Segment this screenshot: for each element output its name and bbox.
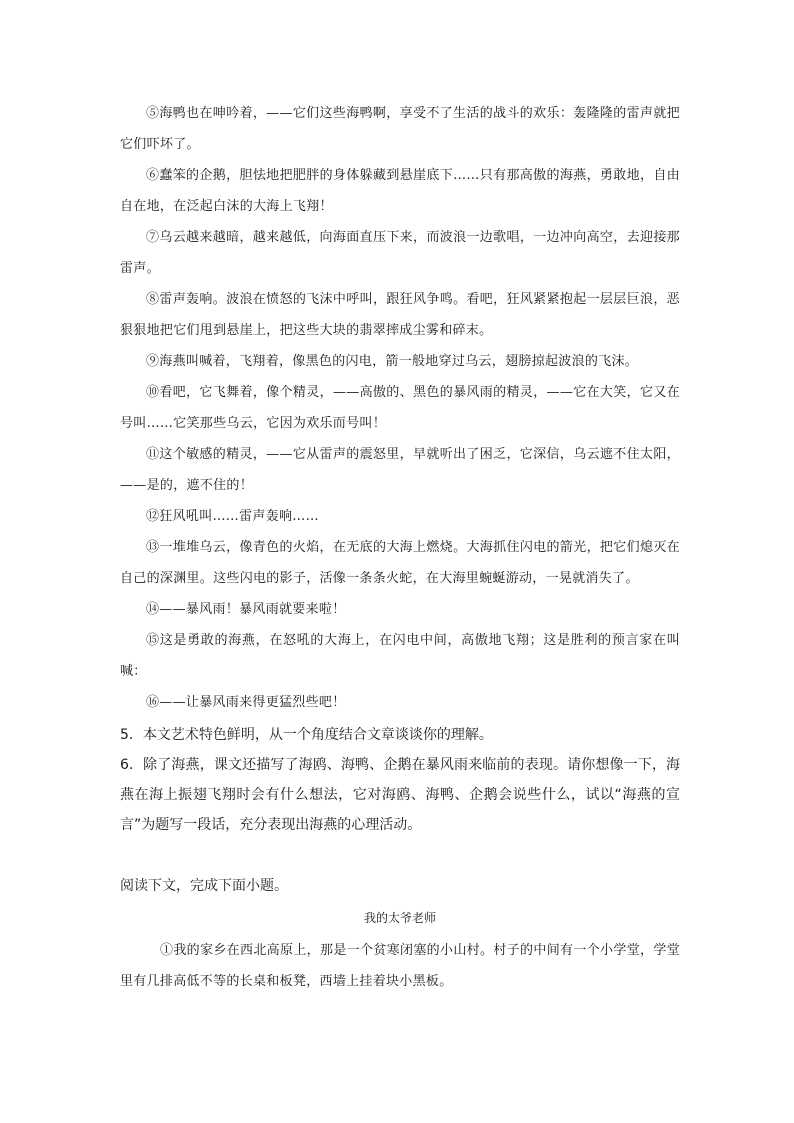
reading-paragraph-1: ①我的家乡在西北高原上，那是一个贫寒闭塞的小山村。村子的中间有一个小学堂，学堂里有几排高低不等的长桌和板凳，西墙上挂着块小黑板。	[120, 943, 680, 989]
question-6: 6．除了海燕，课文还描写了海鸥、海鸭、企鹅在暴风雨来临前的表现。请你想像一下，海燕在海上振翅飞翔时会有什么想法，它对海鸥、海鸭、企鹅会说些什么，试以“海燕的宣言”为题写一段话，充分表现出海燕的心理活动。	[120, 757, 680, 833]
paragraph-13: ⑬一堆堆乌云，像青色的火焰，在无底的大海上燃烧。大海抓住闪电的箭光，把它们熄灭在自己的深渊里。这些闪电的影子，活像一条条火蛇，在大海里蜿蜒游动，一晃就消失了。	[120, 540, 680, 586]
paragraph-8: ⑧雷声轰响。波浪在愤怒的飞沫中呼叫，跟狂风争鸣。看吧，狂风紧紧抱起一层层巨浪，恶狠狠地把它们甩到悬崖上，把这些大块的翡翠摔成尘雾和碎末。	[120, 292, 680, 338]
paragraph-16: ⑯——让暴风雨来得更猛烈些吧！	[146, 695, 346, 710]
reading-instruction: 阅读下文，完成下面小题。	[120, 878, 288, 894]
paragraph-12: ⑫狂风吼叫……雷声轰响……	[146, 509, 319, 524]
paragraph-6: ⑥蠢笨的企鹅，胆怯地把肥胖的身体躲藏到悬崖底下……只有那高傲的海燕，勇敢地，自由自在地，在泛起白沫的大海上飞翔！	[120, 168, 680, 214]
paragraph-15: ⑮这是勇敢的海燕，在怒吼的大海上，在闪电中间，高傲地飞翔；这是胜利的预言家在叫喊：	[120, 633, 680, 679]
paragraph-9: ⑨海燕叫喊着，飞翔着，像黑色的闪电，箭一般地穿过乌云，翅膀掠起波浪的飞沫。	[146, 354, 639, 369]
paragraph-14: ⑭——暴风雨！暴风雨就要来啦！	[146, 602, 346, 617]
question-5: 5．本文艺术特色鲜明，从一个角度结合文章谈谈你的理解。	[120, 727, 493, 743]
document-content	[120, 98, 680, 997]
reading-title: 我的太爷老师	[363, 911, 436, 925]
paragraph-7: ⑦乌云越来越暗，越来越低，向海面直压下来，而波浪一边歌唱，一边冲向高空，去迎接那雷声。	[120, 230, 680, 276]
paragraph-10: ⑩看吧，它飞舞着，像个精灵，——高傲的、黑色的暴风雨的精灵，——它在大笑，它又在号叫……它笑那些乌云，它因为欢乐而号叫！	[120, 385, 680, 431]
paragraph-5: ⑤海鸭也在呻吟着，——它们这些海鸭啊，享受不了生活的战斗的欢乐：轰隆隆的雷声就把它们吓坏了。	[120, 106, 680, 152]
paragraph-11: ⑪这个敏感的精灵，——它从雷声的震怒里，早就听出了困乏，它深信，乌云遮不住太阳，——是的，遮不住的！	[120, 447, 680, 493]
